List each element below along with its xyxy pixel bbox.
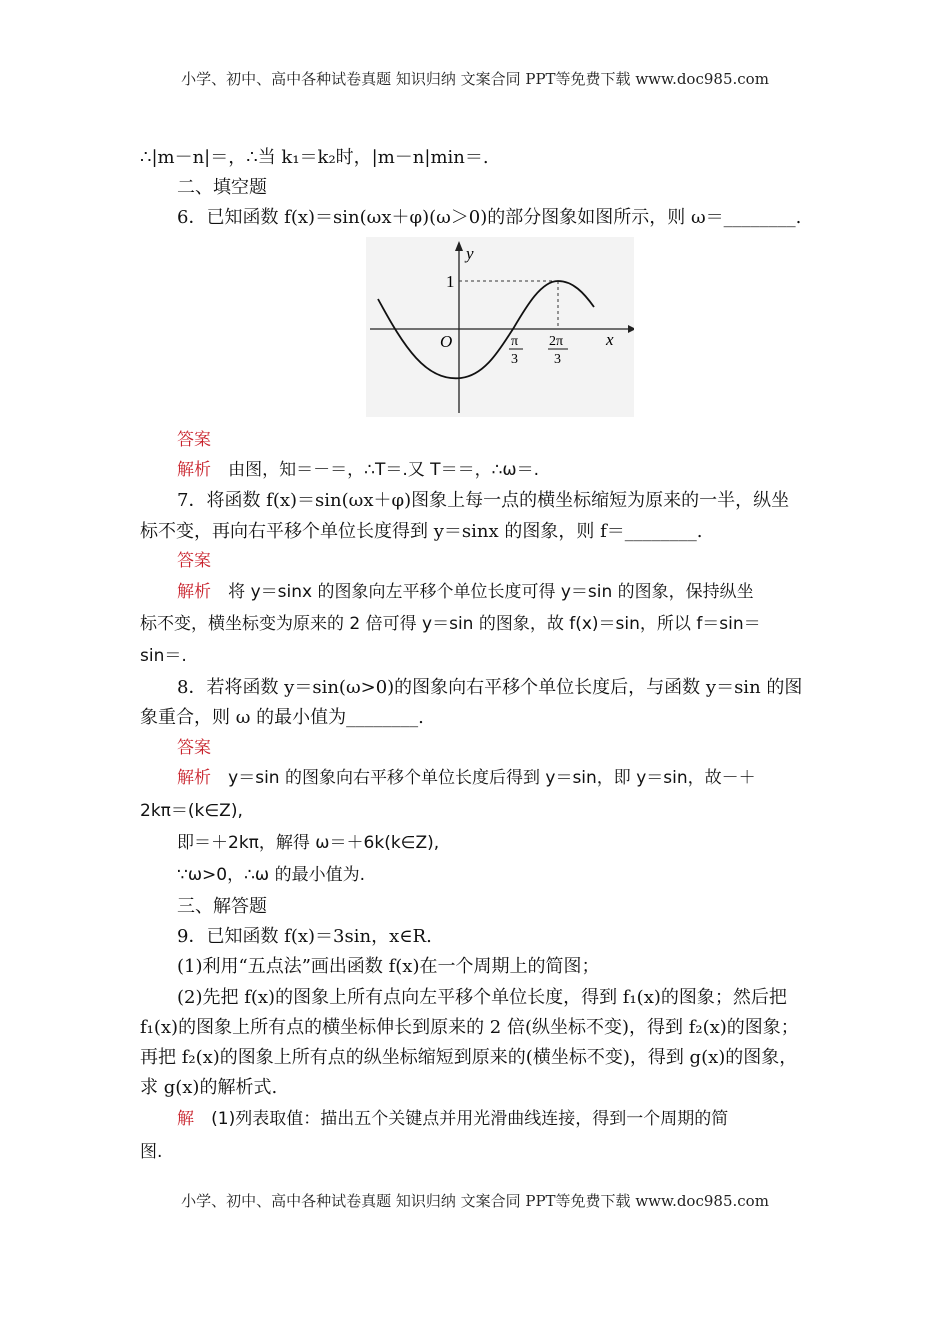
analysis-8-cont: ∵ω>0，∴ω 的最小值为. xyxy=(177,865,365,885)
question-6: 6．已知函数 f(x)＝sin(ωx＋φ)(ω＞0)的部分图象如图所示，则 ω＝________. xyxy=(177,207,802,228)
sine-graph-figure xyxy=(366,237,634,417)
question-9-part2-cont: 求 g(x)的解析式. xyxy=(140,1077,278,1098)
y-axis-arrow xyxy=(455,241,463,251)
question-7: 7．将函数 f(x)＝sin(ωx＋φ)图象上每一点的横坐标缩短为原来的一半，纵坐 xyxy=(177,490,790,511)
analysis-text: 将 y＝sinx 的图象向左平移个单位长度可得 y＝sin 的图象，保持纵坐 xyxy=(228,582,754,602)
question-8-cont: 象重合，则 ω 的最小值为________. xyxy=(140,707,424,728)
tick-label-2pi-over-3-numerator: 2π xyxy=(549,334,564,349)
question-8: 8．若将函数 y＝sin(ω>0)的图象向右平移个单位长度后，与函数 y＝sin 的图 xyxy=(177,677,803,698)
tick-label-2pi-over-3-denominator: 3 xyxy=(554,352,561,367)
sine-graph xyxy=(366,237,634,417)
analysis-text: 由图，知＝－＝，∴T＝.又 T＝＝，∴ω＝. xyxy=(228,460,540,480)
answer-label: 答案 xyxy=(177,738,211,758)
x-axis-label: x xyxy=(606,330,614,349)
x-axis-arrow xyxy=(628,325,634,333)
tick-label-pi-over-3-denominator: 3 xyxy=(511,352,518,367)
analysis-7 xyxy=(177,580,857,604)
question-7-cont: 标不变，再向右平移个单位长度得到 y＝sinx 的图象，则 f＝________. xyxy=(140,521,703,542)
max-value-label: 1 xyxy=(446,272,455,291)
analysis-8-cont: 2kπ＝(k∈Z), xyxy=(140,801,243,821)
analysis-8-cont: 即＝＋2kπ，解得 ω＝＋6k(k∈Z), xyxy=(177,833,440,853)
page-footer: 小学、初中、高中各种试卷真题 知识归纳 文案合同 PPT等免费下载 www.doc985.com xyxy=(181,1192,769,1210)
analysis-text: y＝sin 的图象向右平移个单位长度后得到 y＝sin，即 y＝sin，故－＋ xyxy=(228,768,756,788)
analysis-label: 解析 xyxy=(177,768,211,788)
text-line: ∴|m－n|＝，∴当 k₁＝k₂时，|m－n|min＝. xyxy=(140,147,489,168)
analysis-8 xyxy=(177,766,857,790)
question-9: 9．已知函数 f(x)＝3sin，x∈R. xyxy=(177,926,432,947)
solution-9-cont: 图. xyxy=(140,1142,163,1162)
question-9-part2-cont: 再把 f₂(x)的图象上所有点的纵坐标缩短到原来的(横坐标不变)，得到 g(x)的图象， xyxy=(140,1047,798,1068)
answer-label: 答案 xyxy=(177,551,211,571)
page-header: 小学、初中、高中各种试卷真题 知识归纳 文案合同 PPT等免费下载 www.doc985.com xyxy=(181,70,769,88)
solution-text: (1)列表取值：描出五个关键点并用光滑曲线连接，得到一个周期的简 xyxy=(211,1109,729,1129)
solution-label: 解 xyxy=(177,1109,194,1129)
analysis-label: 解析 xyxy=(177,582,211,602)
analysis-7-cont: sin＝. xyxy=(140,646,187,666)
answer-label: 答案 xyxy=(177,430,211,450)
analysis-6 xyxy=(177,458,857,482)
question-9-part1: (1)利用“五点法”画出函数 f(x)在一个周期上的简图； xyxy=(177,956,600,977)
section-title: 三、解答题 xyxy=(177,896,267,917)
analysis-7-cont: 标不变，横坐标变为原来的 2 倍可得 y＝sin 的图象，故 f(x)＝sin，所以 f＝sin＝ xyxy=(140,614,761,634)
section-title: 二、填空题 xyxy=(177,177,267,198)
sine-curve xyxy=(378,281,594,378)
tick-label-pi-over-3-numerator: π xyxy=(511,334,519,349)
origin-label: O xyxy=(440,332,453,351)
analysis-label: 解析 xyxy=(177,460,211,480)
y-axis-label: y xyxy=(466,244,474,263)
solution-9 xyxy=(177,1107,857,1131)
question-9-part2-cont: f₁(x)的图象上所有点的横坐标伸长到原来的 2 倍(纵坐标不变)，得到 f₂(x)的图象； xyxy=(140,1017,799,1038)
question-9-part2: (2)先把 f(x)的图象上所有点向左平移个单位长度，得到 f₁(x)的图象；然后把 xyxy=(177,987,787,1008)
